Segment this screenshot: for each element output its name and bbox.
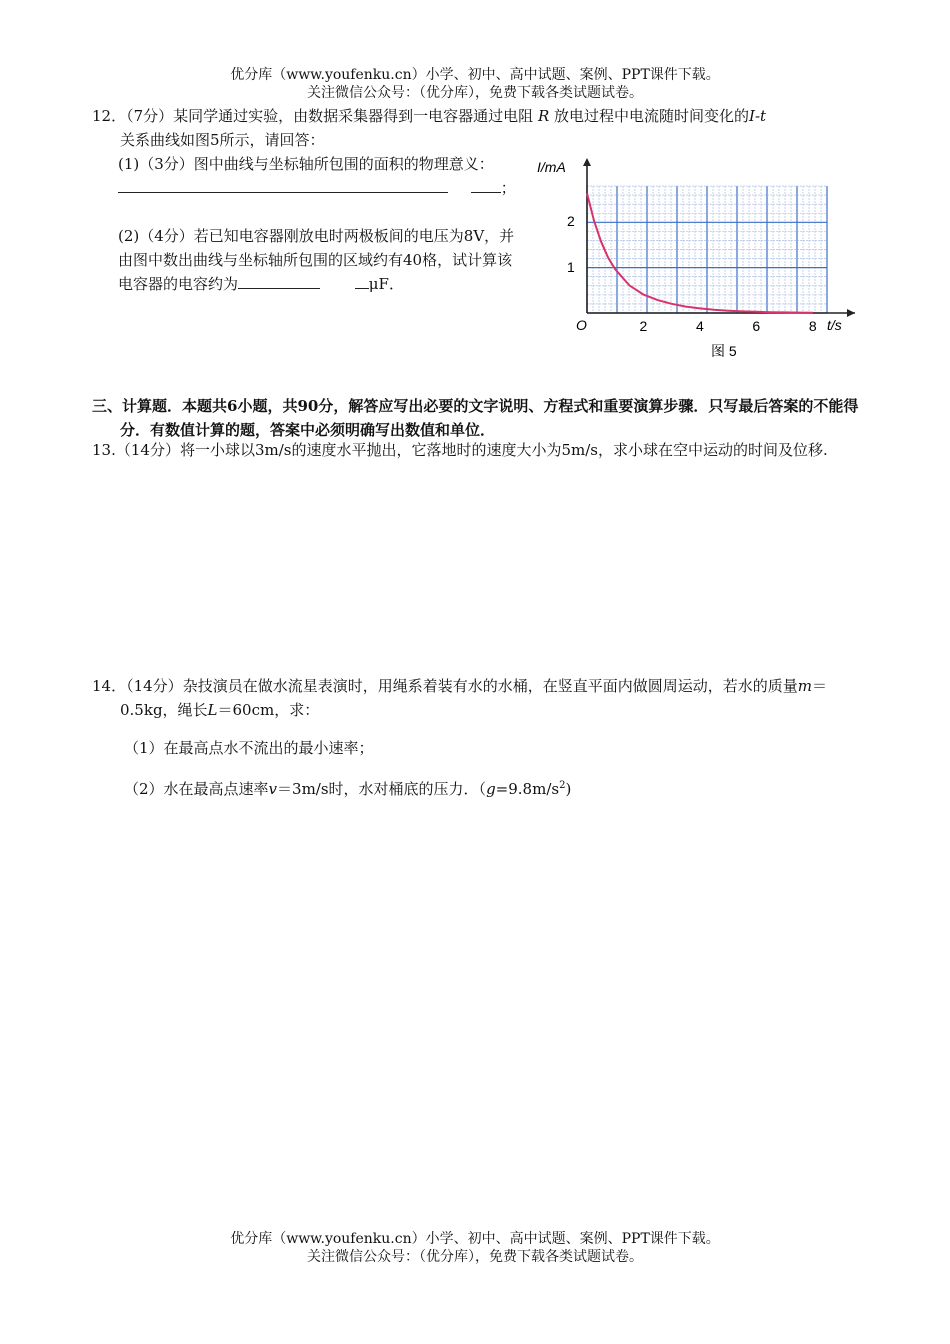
question-12-stem xyxy=(92,104,862,128)
question-12 xyxy=(92,104,862,152)
part-text: （2）水在最高点速率 xyxy=(124,780,269,798)
y-tick-label: 1 xyxy=(567,259,575,275)
y-axis-arrow xyxy=(583,158,591,166)
answer-blank-cont[interactable] xyxy=(471,176,501,193)
x-tick-label: 2 xyxy=(639,318,648,334)
figure-caption: 图 5 xyxy=(711,343,737,359)
question-score: （7分） xyxy=(126,107,174,125)
page-footer xyxy=(0,1230,950,1266)
part-text: =9.8m/s xyxy=(495,780,560,798)
variable-r: R xyxy=(537,107,550,125)
section-3-heading xyxy=(92,394,862,442)
page-header xyxy=(0,66,950,102)
answer-blank-cont[interactable] xyxy=(355,272,369,289)
variable-it: I-t xyxy=(749,107,767,125)
question-14 xyxy=(92,674,862,722)
it-chart xyxy=(535,150,870,365)
stem-text: 放电过程中电流随时间变化的 xyxy=(554,107,750,125)
part-label: (2) xyxy=(118,227,140,245)
question-text: ＝60cm，求： xyxy=(217,701,320,719)
y-tick-label: 2 xyxy=(567,213,575,229)
part-score: （4分） xyxy=(139,227,194,245)
footer-line-2: 关注微信公众号：（优分库），免费下载各类试题试卷。 xyxy=(307,1249,643,1265)
header-line-2: 关注微信公众号：（优分库），免费下载各类试题试卷。 xyxy=(307,85,643,101)
y-axis-label: I/mA xyxy=(537,159,566,175)
chart-grid xyxy=(587,186,827,313)
part-unit: μF． xyxy=(368,275,404,293)
question-12-part-2 xyxy=(118,224,523,296)
part-text: 图中曲线与坐标轴所包围的面积的物理意义： xyxy=(193,155,494,173)
x-axis-arrow xyxy=(847,309,855,317)
question-text: ＝0.5kg，绳长 xyxy=(120,677,827,719)
question-12-part-1 xyxy=(118,152,523,200)
part-text: ＝3m/s时，水对桶底的压力．（ xyxy=(277,780,487,798)
header-line-1: 优分库（www.youfenku.cn）小学、初中、高中试题、案例、PPT课件下载。 xyxy=(230,67,720,83)
exponent: 2 xyxy=(559,780,566,791)
figure-5 xyxy=(535,150,870,365)
question-14-part-1: （1）在最高点水不流出的最小速率； xyxy=(124,739,374,757)
part-label: (1) xyxy=(118,155,140,173)
variable-v: v xyxy=(268,780,278,798)
part-end: ； xyxy=(500,179,516,197)
section-3-text: 三、计算题．本题共6小题，共90分，解答应写出必要的文字说明、方程式和重要演算步骤．只写最后答案的不能得分．有数值计算的题，答案中必须明确写出数值和单位． xyxy=(92,397,859,439)
question-score: （14分） xyxy=(115,441,180,459)
question-number: 13. xyxy=(92,441,116,459)
question-text: 将一小球以3m/s的速度水平抛出，它落地时的速度大小为5m/s，求小球在空中运动的时间及位移. xyxy=(179,441,828,459)
x-tick-label: 4 xyxy=(695,318,704,334)
x-tick-label: 6 xyxy=(752,318,761,334)
origin-label: O xyxy=(576,317,587,333)
question-14-part-2 xyxy=(124,774,864,801)
question-12-stem-cont: 关系曲线如图5所示，请回答： xyxy=(120,131,325,149)
variable-m: m xyxy=(797,677,812,695)
question-13 xyxy=(92,438,862,462)
question-number: 12． xyxy=(92,107,127,125)
x-tick-label: 8 xyxy=(808,318,817,334)
answer-blank[interactable] xyxy=(238,272,320,289)
part-score: （3分） xyxy=(139,155,194,173)
variable-l: L xyxy=(207,701,218,719)
x-axis-label: t/s xyxy=(827,317,842,333)
stem-text: 某同学通过实验，由数据采集器得到一电容器通过电阻 xyxy=(173,107,534,125)
part-text: 若已知电容器刚放电时两极板间的电压为8V，并由图中数出曲线与坐标轴所包围的区域约有40格，试计算该电容器的电容约为 xyxy=(118,227,515,293)
footer-line-1: 优分库（www.youfenku.cn）小学、初中、高中试题、案例、PPT课件下载。 xyxy=(230,1231,720,1247)
question-score: （14分） xyxy=(126,677,183,695)
part-text: ) xyxy=(565,780,572,798)
answer-blank[interactable] xyxy=(118,176,448,193)
question-number: 14． xyxy=(92,677,127,695)
variable-g: g xyxy=(486,780,496,798)
question-text: 杂技演员在做水流星表演时，用绳系着装有水的水桶，在竖直平面内做圆周运动，若水的质量 xyxy=(182,677,798,695)
